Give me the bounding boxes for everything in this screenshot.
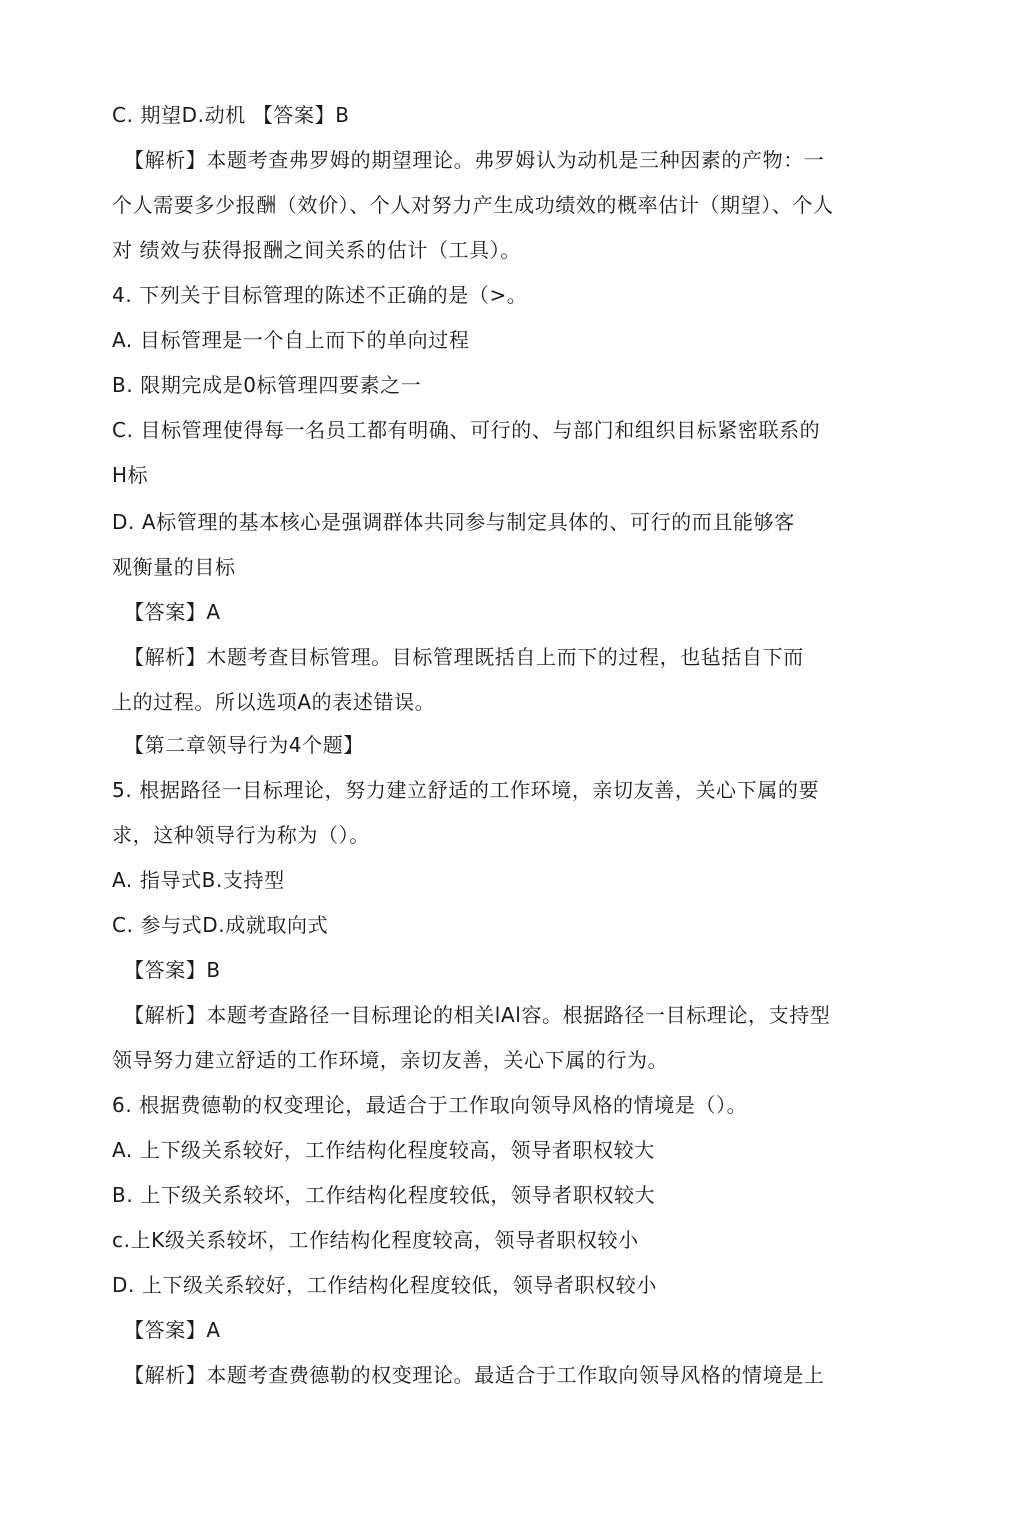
text-line: 6. 根据费德勒的权变理论，最适合于工作取向领导风格的情境是（）。 [112, 1093, 748, 1117]
text-line: H标 [112, 463, 149, 487]
text-line: D. 上下级关系较好，工作结构化程度较低，领导者职权较小 [112, 1273, 657, 1297]
text-line: 个人需要多少报酬（效价）、个人对努力产生成功绩效的概率估计（期望）、个人 [112, 193, 834, 217]
text-line: 【解析】木题考查目标管理。目标管理既括自上而下的过程，也毡括自下而 [124, 645, 804, 669]
text-line: 5. 根据路径一目标理论，努力建立舒适的工作环境，亲切友善，关心下属的要 [112, 778, 820, 802]
text-line: 4. 下列关于目标管理的陈述不正确的是（>。 [112, 283, 528, 307]
text-line: 【答案】B [124, 958, 221, 982]
text-line: A. 上下级关系较好，工作结构化程度较高，领导者职权较大 [112, 1138, 655, 1162]
text-line: 【答案】A [124, 600, 221, 624]
text-line: 【解析】本题考查路径一目标理论的相关lAl容。根据路径一目标理论，支持型 [124, 1003, 831, 1027]
text-line: 对 绩效与获得报酬之间关系的估计（工具）。 [112, 238, 521, 262]
text-line: C. 期望D.动机 【答案】B [112, 103, 350, 127]
text-line: A. 目标管理是一个自上而下的单向过程 [112, 328, 470, 352]
text-line: c.上K级关系较坏，工作结构化程度较高，领导者职权较小 [112, 1228, 639, 1252]
text-line: 领导努力建立舒适的工作环境，亲切友善，关心下属的行为。 [112, 1048, 669, 1072]
text-line: 上的过程。所以选项A的表述错误。 [112, 690, 436, 714]
text-line: B. 限期完成是0标管理四要素之一 [112, 373, 422, 397]
text-line: 【解析】本题考查费德勒的权变理论。最适合于工作取向领导风格的情境是上 [124, 1363, 825, 1387]
text-line: C. 参与式D.成就取向式 [112, 913, 329, 937]
text-line: 求，这种领导行为称为（）。 [112, 823, 370, 847]
text-line: C. 目标管理使得每一名员工都有明确、可行的、与部门和组织目标紧密联系的 [112, 418, 821, 442]
text-line: 【解析】本题考查弗罗姆的期望理论。弗罗姆认为动机是三种因素的产物：一 [124, 148, 825, 172]
text-line: 【答案】A [124, 1318, 221, 1342]
text-line: A. 指导式B.支持型 [112, 868, 285, 892]
text-line: B. 上下级关系较坏，工作结构化程度较低，领导者职权较大 [112, 1183, 656, 1207]
section-heading: 【第二章领导行为4个题】 [124, 733, 364, 757]
text-line: 观衡量的目标 [112, 555, 236, 579]
text-line: D. A标管理的基本核心是强调群体共同参与制定具体的、可行的而且能够客 [112, 510, 795, 534]
